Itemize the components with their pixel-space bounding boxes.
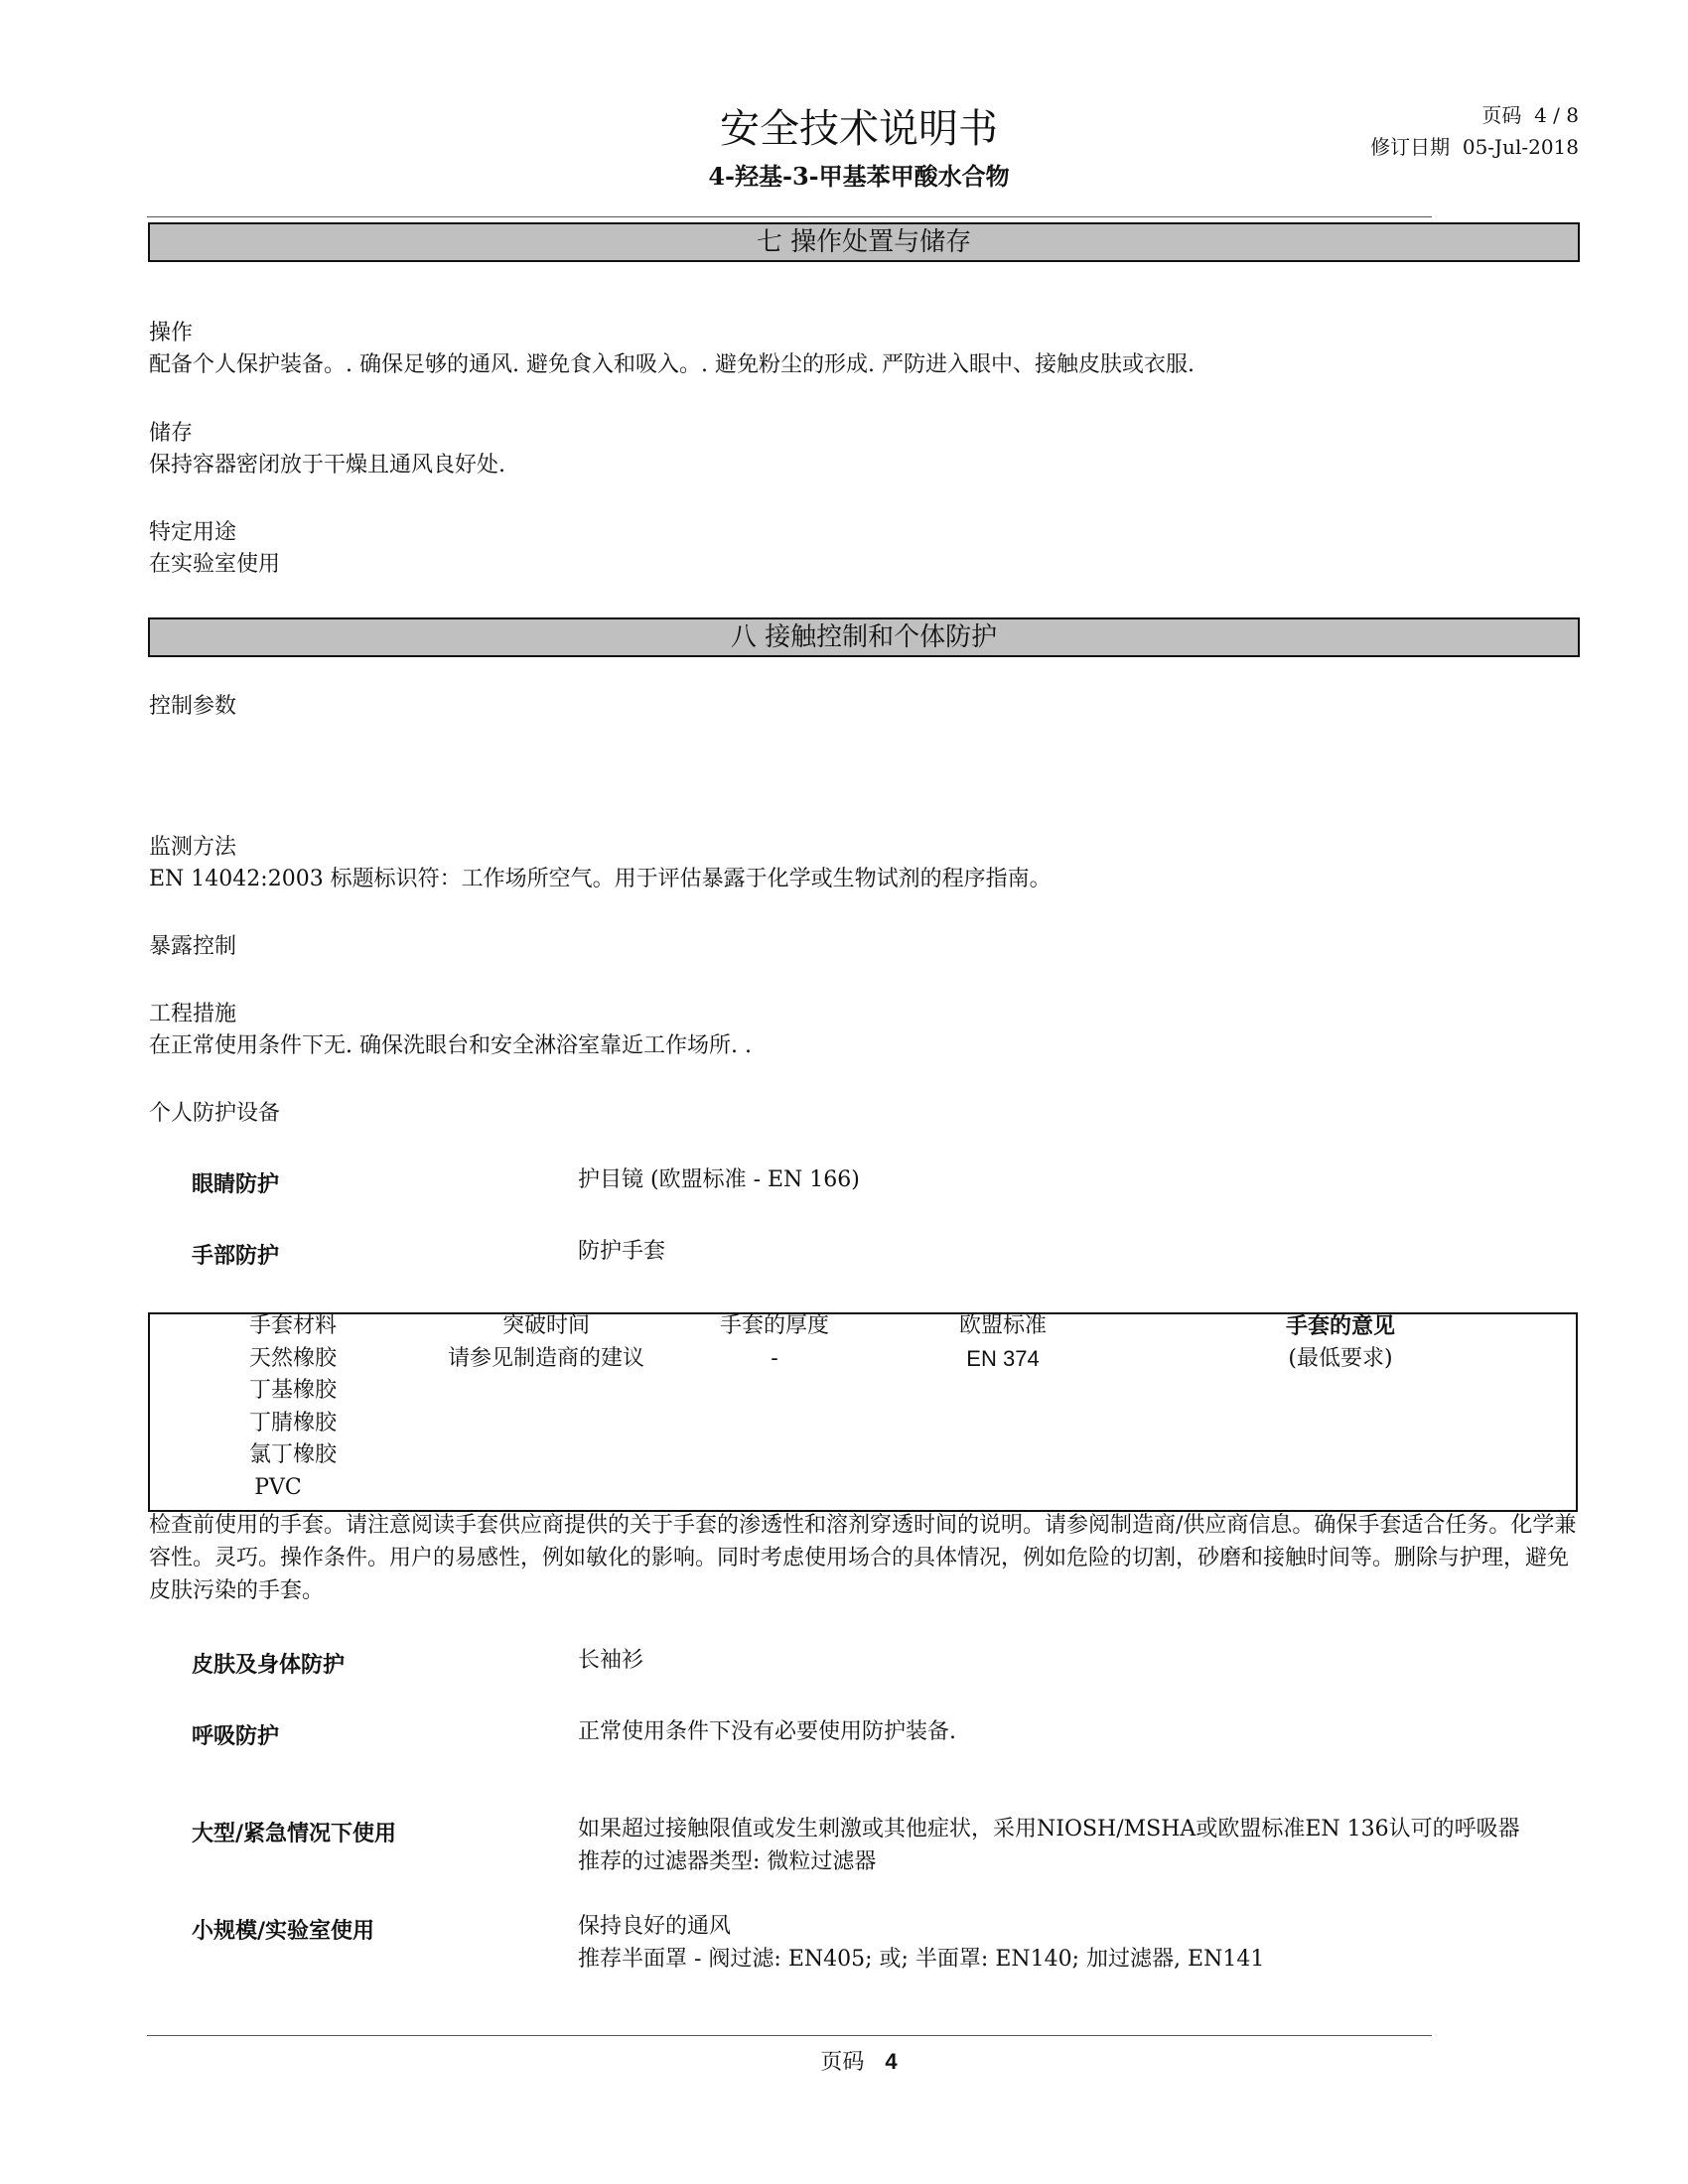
- glove-material-item: 氯丁橡胶: [248, 1442, 337, 1467]
- breakthrough-value: 请参见制造商的建议: [447, 1345, 644, 1371]
- glove-header-material: 手套材料: [248, 1313, 337, 1338]
- footer-divider: [147, 2035, 1432, 2036]
- engineering-text: 在正常使用条件下无. 确保洗眼台和安全淋浴室靠近工作场所. .: [149, 1033, 752, 1058]
- hand-protection-value: 防护手套: [578, 1239, 666, 1264]
- glove-header-standard: 欧盟标准: [958, 1313, 1047, 1338]
- specific-use-text: 在实验室使用: [149, 552, 281, 577]
- standard-column: [914, 1310, 1092, 1375]
- handling-text: 配备个人保护装备。. 确保足够的通风. 避免食入和吸入。. 避免粉尘的形成. 严防进入眼中、接触皮肤或衣服.: [149, 352, 1195, 377]
- skin-protection-value: 长袖衫: [578, 1648, 644, 1673]
- glove-material-item: 丁基橡胶: [248, 1378, 337, 1403]
- glove-header-breakthrough: 突破时间: [501, 1313, 590, 1338]
- hand-protection-label: 手部防护: [192, 1243, 280, 1269]
- respiratory-protection-value: 正常使用条件下没有必要使用防护装备.: [578, 1719, 956, 1744]
- small-scale-use-text: 保持良好的通风: [578, 1914, 732, 1939]
- large-scale-use-label: 大型/紧急情况下使用: [192, 1821, 397, 1846]
- footer-page: [0, 2045, 1688, 2076]
- glove-material-item: 丁腈橡胶: [248, 1410, 337, 1435]
- handling-title: 操作: [149, 321, 194, 345]
- footer-page-number: 4: [885, 2049, 898, 2074]
- ppe-title: 个人防护设备: [149, 1101, 281, 1126]
- eye-protection-value: 护目镜 (欧盟标准 - EN 166): [578, 1167, 860, 1192]
- large-scale-use-text: 如果超过接触限值或发生刺激或其他症状，采用NIOSH/MSHA或欧盟标准EN 136认可的呼吸器: [578, 1817, 1520, 1842]
- thickness-value: -: [771, 1345, 778, 1371]
- glove-note: 检查前使用的手套。请注意阅读手套供应商提供的关于手套的渗透性和溶剂穿透时间的说明。请参阅制造商/供应商信息。确保手套适合任务。化学兼容性。灵巧。操作条件。用户的易感性，例如敏化的影响。同时考虑使用场合的具体情况，例如危险的切割，砂磨和接触时间等。删除与护理，避免皮肤污染的手套。: [149, 1513, 1577, 1603]
- section-7-heading: 七 操作处置与储存: [148, 222, 1580, 262]
- glove-header-thickness: 手套的厚度: [719, 1313, 829, 1338]
- small-scale-use-label: 小规模/实验室使用: [192, 1918, 375, 1944]
- section-8-heading: 八 接触控制和个体防护: [148, 617, 1580, 657]
- revision-date-label: 修订日期 05-Jul-2018: [1370, 135, 1579, 159]
- glove-material-item: 天然橡胶: [248, 1345, 337, 1371]
- monitoring-text: EN 14042:2003 标题标识符：工作场所空气。用于评估暴露于化学或生物试剂的程序指南。: [149, 867, 1052, 891]
- monitoring-title: 监测方法: [149, 835, 237, 860]
- storage-title: 储存: [149, 421, 194, 446]
- filter-type-text: 推荐的过滤器类型: 微粒过滤器: [578, 1849, 877, 1874]
- product-name: 4-羟基-3-甲基苯甲酸水合物: [708, 162, 1010, 191]
- remark-column: [1241, 1310, 1440, 1375]
- header-divider: [147, 216, 1432, 217]
- thickness-column: [695, 1310, 854, 1375]
- glove-material-column: [209, 1310, 377, 1504]
- skin-protection-label: 皮肤及身体防护: [192, 1652, 346, 1678]
- standard-value: EN 374: [966, 1345, 1040, 1371]
- eye-protection-label: 眼睛防护: [192, 1171, 280, 1197]
- storage-text: 保持容器密闭放于干燥且通风良好处.: [149, 453, 505, 478]
- glove-header-remark: 手套的意见: [1285, 1313, 1395, 1339]
- footer-page-label: 页码: [820, 2050, 865, 2075]
- document-title: 安全技术说明书: [720, 106, 998, 152]
- glove-material-item: PVC: [254, 1474, 302, 1500]
- exposure-control-title: 暴露控制: [149, 934, 237, 959]
- respiratory-protection-label: 呼吸防护: [192, 1723, 280, 1749]
- specific-use-title: 特定用途: [149, 520, 237, 545]
- remark-value: (最低要求): [1288, 1345, 1393, 1371]
- half-mask-text: 推荐半面罩 - 阀过滤: EN405; 或; 半面罩: EN140; 加过滤器, EN141: [578, 1947, 1265, 1972]
- breakthrough-column: [417, 1310, 675, 1375]
- control-parameters-title: 控制参数: [149, 694, 237, 719]
- page-info: [1370, 99, 1579, 163]
- page-number-label: 页码 4 / 8: [1481, 103, 1579, 127]
- engineering-title: 工程措施: [149, 1002, 237, 1026]
